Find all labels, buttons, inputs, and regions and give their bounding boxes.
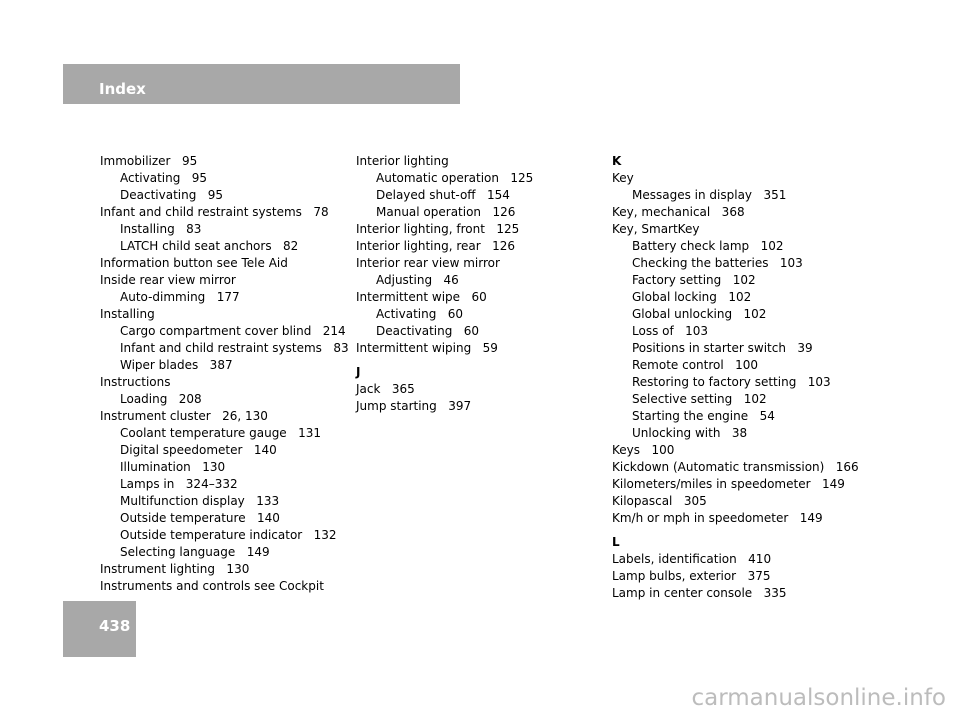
index-subentry: Loading 208: [120, 392, 202, 406]
index-subentry: Cargo compartment cover blind 214: [120, 324, 346, 338]
index-subentry: Multifunction display 133: [120, 494, 280, 508]
index-letter-heading: J: [356, 365, 361, 379]
index-subentry: Digital speedometer 140: [120, 443, 277, 457]
index-entry: Instrument lighting 130: [100, 562, 250, 576]
index-entry: Lamp bulbs, exterior 375: [612, 569, 771, 583]
index-entry: Interior lighting, front 125: [356, 222, 520, 236]
index-subentry: Automatic operation 125: [376, 171, 534, 185]
index-letter-heading: L: [612, 535, 620, 549]
page-number: 438: [99, 617, 131, 635]
index-entry: Interior lighting: [356, 154, 449, 168]
index-subentry: Infant and child restraint systems 83: [120, 341, 349, 355]
index-subentry: Deactivating 95: [120, 188, 224, 202]
index-entry: Instruments and controls see Cockpit: [100, 579, 324, 593]
index-entry: Instrument cluster 26, 130: [100, 409, 268, 423]
index-subentry: Activating 95: [120, 171, 208, 185]
index-subentry: Checking the batteries 103: [632, 256, 803, 270]
index-entry: Kilometers/miles in speedometer 149: [612, 477, 845, 491]
index-subentry: Illumination 130: [120, 460, 226, 474]
index-subentry: Adjusting 46: [376, 273, 459, 287]
index-subentry: Activating 60: [376, 307, 464, 321]
index-entry: Lamp in center console 335: [612, 586, 787, 600]
watermark: carmanualsonline.info: [691, 685, 946, 711]
index-entry: Keys 100: [612, 443, 675, 457]
index-subentry: Outside temperature 140: [120, 511, 280, 525]
index-entry: Intermittent wiping 59: [356, 341, 498, 355]
index-subentry: LATCH child seat anchors 82: [120, 239, 299, 253]
index-subentry: Coolant temperature gauge 131: [120, 426, 322, 440]
index-entry: Key, mechanical 368: [612, 205, 745, 219]
index-entry: Instructions: [100, 375, 171, 389]
index-entry: Key: [612, 171, 634, 185]
index-letter-heading: K: [612, 154, 622, 168]
index-entry: Interior lighting, rear 126: [356, 239, 516, 253]
index-entry: Infant and child restraint systems 78: [100, 205, 329, 219]
index-entry: Km/h or mph in speedometer 149: [612, 511, 823, 525]
index-entry: Jack 365: [356, 382, 415, 396]
index-subentry: Positions in starter switch 39: [632, 341, 813, 355]
index-subentry: Selective setting 102: [632, 392, 767, 406]
index-entry: Jump starting 397: [356, 399, 472, 413]
index-entry: Kickdown (Automatic transmission) 166: [612, 460, 859, 474]
index-subentry: Manual operation 126: [376, 205, 516, 219]
index-entry: Intermittent wipe 60: [356, 290, 487, 304]
index-subentry: Starting the engine 54: [632, 409, 775, 423]
index-subentry: Outside temperature indicator 132: [120, 528, 337, 542]
index-subentry: Factory setting 102: [632, 273, 756, 287]
index-subentry: Global unlocking 102: [632, 307, 767, 321]
index-subentry: Loss of 103: [632, 324, 709, 338]
index-subentry: Deactivating 60: [376, 324, 480, 338]
index-column-1: [100, 153, 350, 595]
index-subentry: Installing 83: [120, 222, 202, 236]
index-subentry: Global locking 102: [632, 290, 752, 304]
index-entry: Interior rear view mirror: [356, 256, 500, 270]
index-entry: Key, SmartKey: [612, 222, 700, 236]
index-subentry: Unlocking with 38: [632, 426, 748, 440]
index-entry: Labels, identification 410: [612, 552, 772, 566]
index-entry: Immobilizer 95: [100, 154, 198, 168]
index-subentry: Auto-dimming 177: [120, 290, 240, 304]
index-subentry: Lamps in 324–332: [120, 477, 238, 491]
index-subentry: Remote control 100: [632, 358, 759, 372]
index-subentry: Selecting language 149: [120, 545, 270, 559]
index-subentry: Messages in display 351: [632, 188, 787, 202]
index-entry: Kilopascal 305: [612, 494, 707, 508]
index-subentry: Battery check lamp 102: [632, 239, 784, 253]
index-subentry: Restoring to factory setting 103: [632, 375, 831, 389]
index-column-2: [356, 153, 606, 415]
index-subentry: Delayed shut-off 154: [376, 188, 510, 202]
index-column-3: [612, 153, 862, 602]
page-title: Index: [99, 80, 146, 98]
index-entry: Inside rear view mirror: [100, 273, 236, 287]
index-subentry: Wiper blades 387: [120, 358, 233, 372]
index-entry: Information button see Tele Aid: [100, 256, 288, 270]
index-entry: Installing: [100, 307, 155, 321]
